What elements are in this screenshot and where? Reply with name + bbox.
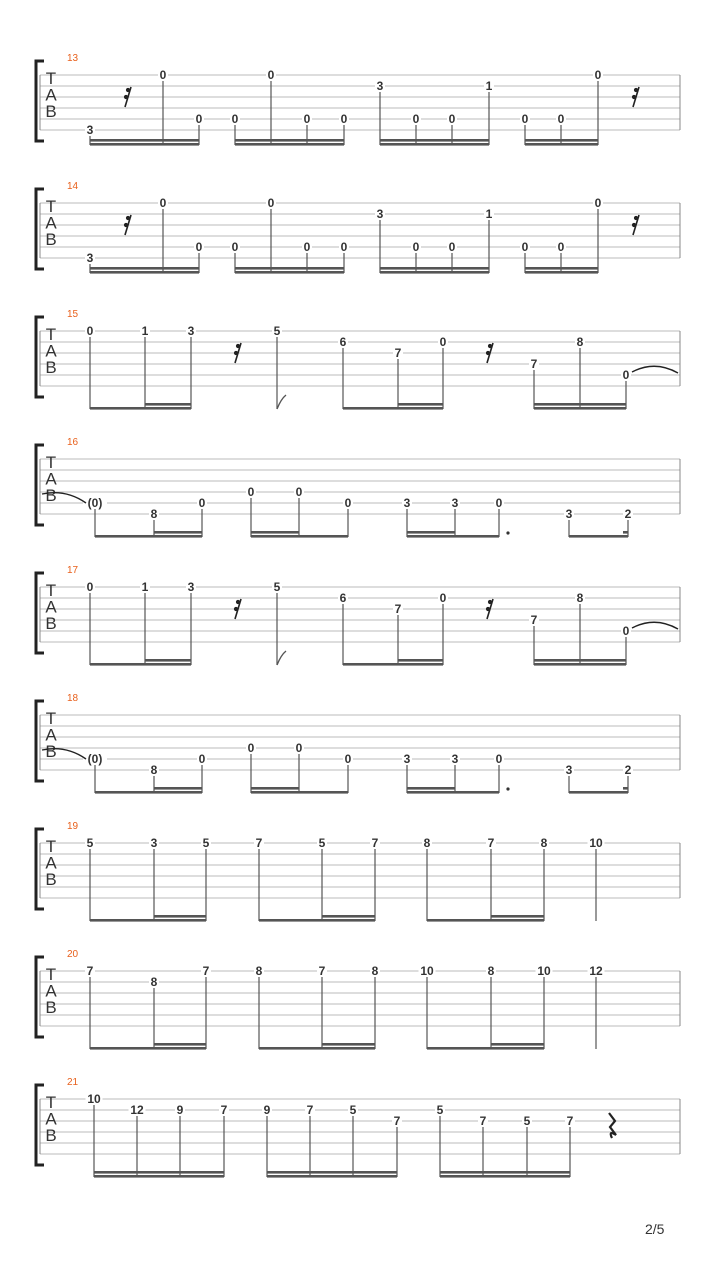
fret-number: 0 <box>198 496 206 510</box>
tab-clef-letter: A <box>45 981 57 1001</box>
beam <box>154 787 202 790</box>
beam <box>94 1171 224 1174</box>
beam <box>534 659 626 662</box>
beam <box>251 531 299 534</box>
beam <box>322 1043 375 1046</box>
rest-dot <box>124 223 128 227</box>
beam <box>427 919 544 922</box>
tab-system <box>36 309 680 410</box>
tab-clef-letter: B <box>45 870 57 889</box>
tab-clef-letter: T <box>45 965 57 984</box>
fret-number: 7 <box>306 1103 314 1117</box>
fret-number: 5 <box>202 836 210 850</box>
fret-number: 5 <box>523 1114 531 1128</box>
fret-number: 5 <box>318 836 326 850</box>
beam <box>343 663 443 666</box>
fret-number: 3 <box>376 79 384 93</box>
dot <box>506 787 509 790</box>
beam <box>491 1043 544 1046</box>
fret-number: 0 <box>340 240 348 254</box>
beam <box>380 267 489 270</box>
fret-number: 3 <box>403 496 411 510</box>
tab-clef-letter: A <box>45 1109 57 1129</box>
fret-number: 0 <box>303 112 311 126</box>
beam <box>398 659 443 662</box>
beam <box>322 915 375 918</box>
tab-system <box>36 1077 680 1178</box>
fret-number: 7 <box>202 964 210 978</box>
fret-number: 3 <box>451 752 459 766</box>
fret-number: 1 <box>485 79 493 93</box>
rest-dot <box>486 351 490 355</box>
fret-number: 0 <box>521 240 529 254</box>
tab-clef-letter: A <box>45 853 57 873</box>
rest-dot <box>486 607 490 611</box>
fret-number: (0) <box>87 752 103 766</box>
tab-clef-letter: A <box>45 341 57 361</box>
fret-number: 1 <box>485 207 493 221</box>
fret-number: 9 <box>263 1103 271 1117</box>
fret-number: 8 <box>576 335 584 349</box>
beam <box>90 1047 206 1050</box>
beam <box>259 1047 375 1050</box>
fret-number: 0 <box>448 112 456 126</box>
rest-dot <box>236 600 240 604</box>
fret-number: 0 <box>412 112 420 126</box>
beam <box>235 267 344 270</box>
fret-number: 0 <box>340 112 348 126</box>
beam <box>623 531 628 534</box>
quarter-rest <box>609 1113 616 1138</box>
tab-clef-letter: T <box>45 69 57 88</box>
tab-clef-letter: A <box>45 85 57 105</box>
page-number: 2/5 <box>645 1221 665 1237</box>
fret-number: 0 <box>521 112 529 126</box>
fret-number: 6 <box>339 591 347 605</box>
bar-number: 21 <box>67 1077 79 1088</box>
fret-number: 0 <box>295 485 303 499</box>
fret-number: 3 <box>403 752 411 766</box>
beam <box>95 791 202 794</box>
tie <box>632 366 678 373</box>
beam <box>380 139 489 142</box>
fret-number: 8 <box>371 964 379 978</box>
rest-dot <box>126 216 130 220</box>
fret-number: 3 <box>150 836 158 850</box>
tab-clef-letter: B <box>45 998 57 1017</box>
bar-number: 16 <box>67 437 79 448</box>
fret-number: 0 <box>303 240 311 254</box>
fret-number: 7 <box>394 346 402 360</box>
tab-system <box>36 565 680 666</box>
fret-number: 0 <box>622 624 630 638</box>
fret-number: 5 <box>273 324 281 338</box>
fret-number: 0 <box>195 112 203 126</box>
fret-number: 0 <box>195 240 203 254</box>
fret-number: 12 <box>589 964 603 978</box>
beam <box>407 535 499 538</box>
fret-number: 7 <box>86 964 94 978</box>
rest-dot <box>632 95 636 99</box>
beam <box>145 403 191 406</box>
tab-clef-letter: B <box>45 102 57 121</box>
fret-number: 0 <box>231 112 239 126</box>
fret-number: 0 <box>495 496 503 510</box>
tab-clef-letter: T <box>45 709 57 728</box>
beam <box>251 791 348 794</box>
beam <box>235 143 344 146</box>
tab-clef-letter: A <box>45 725 57 745</box>
dot <box>506 531 509 534</box>
rest-dot <box>234 607 238 611</box>
fret-number: 8 <box>150 763 158 777</box>
fret-number: 8 <box>576 591 584 605</box>
fret-number: 0 <box>247 485 255 499</box>
tab-clef-letter: B <box>45 230 57 249</box>
fret-number: 10 <box>87 1092 101 1106</box>
slide-mark <box>277 651 286 665</box>
tab-system <box>36 949 680 1050</box>
fret-number: 0 <box>159 196 167 210</box>
rest-dot <box>634 216 638 220</box>
beam <box>525 267 598 270</box>
tab-system <box>36 821 680 922</box>
rest-dot <box>488 344 492 348</box>
fret-number: 0 <box>198 752 206 766</box>
fret-number: 3 <box>86 123 94 137</box>
fret-number: 0 <box>439 335 447 349</box>
beam <box>154 1043 206 1046</box>
rest-dot <box>634 88 638 92</box>
beam <box>235 271 344 274</box>
beam <box>154 915 206 918</box>
beam <box>534 663 626 666</box>
beam <box>259 919 375 922</box>
fret-number: 0 <box>247 741 255 755</box>
fret-number: 0 <box>594 68 602 82</box>
fret-number: 7 <box>487 836 495 850</box>
fret-number: 0 <box>159 68 167 82</box>
tab-clef-letter: A <box>45 469 57 489</box>
fret-number: 8 <box>423 836 431 850</box>
bar-number: 20 <box>67 949 79 960</box>
fret-number: 5 <box>436 1103 444 1117</box>
beam <box>90 143 199 146</box>
fret-number: 5 <box>349 1103 357 1117</box>
slide-mark <box>277 395 286 409</box>
fret-number: 0 <box>439 591 447 605</box>
tab-clef-letter: T <box>45 581 57 600</box>
beam <box>267 1175 397 1178</box>
beam <box>90 919 206 922</box>
bar-number: 15 <box>67 309 79 320</box>
beam <box>525 143 598 146</box>
beam <box>569 535 628 538</box>
fret-number: 3 <box>376 207 384 221</box>
beam <box>380 271 489 274</box>
beam <box>90 139 199 142</box>
fret-number: 3 <box>565 763 573 777</box>
fret-number: 8 <box>487 964 495 978</box>
fret-number: 0 <box>344 496 352 510</box>
fret-number: 0 <box>86 580 94 594</box>
fret-number: 10 <box>537 964 551 978</box>
tab-clef-letter: T <box>45 1093 57 1112</box>
beam <box>427 1047 544 1050</box>
fret-number: 0 <box>267 196 275 210</box>
rest-dot <box>124 95 128 99</box>
beam <box>569 791 628 794</box>
bar-number: 18 <box>67 693 79 704</box>
fret-number: 6 <box>339 335 347 349</box>
bar-number: 19 <box>67 821 79 832</box>
fret-number: 7 <box>318 964 326 978</box>
fret-number: 8 <box>150 975 158 989</box>
fret-number: 2 <box>624 763 632 777</box>
fret-number: 7 <box>220 1103 228 1117</box>
bar-number: 14 <box>67 181 79 192</box>
tab-clef-letter: B <box>45 1126 57 1145</box>
beam <box>440 1175 570 1178</box>
fret-number: 7 <box>530 613 538 627</box>
rest-dot <box>236 344 240 348</box>
fret-number: 0 <box>448 240 456 254</box>
beam <box>534 403 626 406</box>
tie <box>632 622 678 629</box>
beam <box>251 535 348 538</box>
tab-clef-letter: T <box>45 453 57 472</box>
fret-number: 0 <box>495 752 503 766</box>
rest-dot <box>126 88 130 92</box>
beam <box>491 915 544 918</box>
fret-number: 0 <box>622 368 630 382</box>
tab-system <box>36 437 680 538</box>
beam <box>398 403 443 406</box>
beam <box>94 1175 224 1178</box>
beam <box>525 139 598 142</box>
fret-number: 0 <box>557 240 565 254</box>
bar-number: 13 <box>67 53 79 64</box>
beam <box>90 267 199 270</box>
fret-number: 0 <box>267 68 275 82</box>
beam <box>235 139 344 142</box>
fret-number: 0 <box>557 112 565 126</box>
beam <box>380 143 489 146</box>
fret-number: 7 <box>371 836 379 850</box>
tab-clef-letter: T <box>45 197 57 216</box>
tab-clef-letter: T <box>45 325 57 344</box>
fret-number: 1 <box>141 580 149 594</box>
fret-number: 7 <box>255 836 263 850</box>
beam <box>623 787 628 790</box>
tab-clef-letter: B <box>45 358 57 377</box>
fret-number: 3 <box>187 580 195 594</box>
beam <box>90 407 191 410</box>
fret-number: 9 <box>176 1103 184 1117</box>
beam <box>343 407 443 410</box>
fret-number: (0) <box>87 496 103 510</box>
fret-number: 7 <box>566 1114 574 1128</box>
fret-number: 5 <box>273 580 281 594</box>
fret-number: 0 <box>594 196 602 210</box>
beam <box>534 407 626 410</box>
fret-number: 3 <box>187 324 195 338</box>
fret-number: 8 <box>540 836 548 850</box>
fret-number: 7 <box>530 357 538 371</box>
fret-number: 3 <box>86 251 94 265</box>
rest-dot <box>632 223 636 227</box>
beam <box>525 271 598 274</box>
fret-number: 7 <box>394 602 402 616</box>
tab-clef-letter: A <box>45 213 57 233</box>
beam <box>251 787 299 790</box>
fret-number: 12 <box>130 1103 144 1117</box>
beam <box>440 1171 570 1174</box>
tab-system <box>36 181 680 274</box>
beam <box>145 659 191 662</box>
fret-number: 0 <box>231 240 239 254</box>
fret-number: 7 <box>393 1114 401 1128</box>
fret-number: 1 <box>141 324 149 338</box>
fret-number: 8 <box>150 507 158 521</box>
beam <box>407 531 455 534</box>
fret-number: 3 <box>565 507 573 521</box>
fret-number: 10 <box>420 964 434 978</box>
fret-number: 3 <box>451 496 459 510</box>
beam <box>154 531 202 534</box>
fret-number: 10 <box>589 836 603 850</box>
tab-clef-letter: T <box>45 837 57 856</box>
beam <box>407 791 499 794</box>
bar-number: 17 <box>67 565 79 576</box>
tab-clef-letter: A <box>45 597 57 617</box>
fret-number: 8 <box>255 964 263 978</box>
beam <box>267 1171 397 1174</box>
rest-dot <box>234 351 238 355</box>
fret-number: 5 <box>86 836 94 850</box>
fret-number: 0 <box>295 741 303 755</box>
tab-system <box>36 693 680 794</box>
rest-dot <box>488 600 492 604</box>
tab-system <box>36 53 680 146</box>
fret-number: 7 <box>479 1114 487 1128</box>
fret-number: 0 <box>86 324 94 338</box>
fret-number: 0 <box>412 240 420 254</box>
fret-number: 0 <box>344 752 352 766</box>
tab-clef-letter: B <box>45 614 57 633</box>
beam <box>90 271 199 274</box>
beam <box>95 535 202 538</box>
fret-number: 2 <box>624 507 632 521</box>
beam <box>90 663 191 666</box>
beam <box>407 787 455 790</box>
tab-clef-letter: B <box>45 742 57 761</box>
tab-clef-letter: B <box>45 486 57 505</box>
